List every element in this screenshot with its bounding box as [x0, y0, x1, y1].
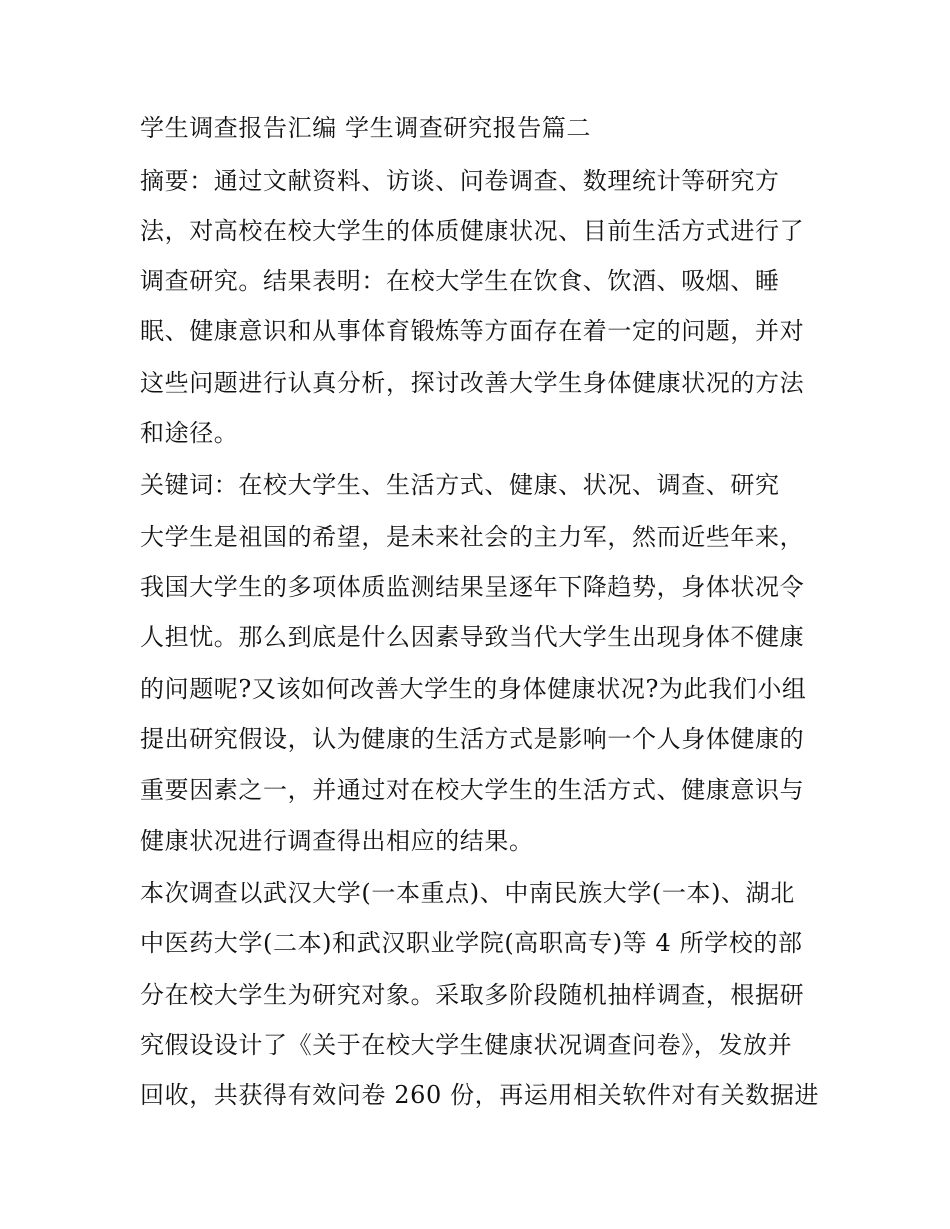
intro-line: 我国大学生的多项体质监测结果呈逐年下降趋势，身体状况令 [140, 573, 805, 601]
abstract-line: 这些问题进行认真分析，探讨改善大学生身体健康状况的方法 [140, 369, 805, 397]
keywords-line: 关键词：在校大学生、生活方式、健康、状况、调查、研究 [140, 471, 780, 499]
abstract-line: 摘要：通过文献资料、访谈、问卷调查、数理统计等研究方 [140, 167, 780, 195]
abstract-line: 和途径。 [140, 419, 239, 447]
abstract-line: 调查研究。结果表明：在校大学生在饮食、饮酒、吸烟、睡 [140, 267, 780, 295]
method-line: 回收，共获得有效问卷 260 份，再运用相关软件对有关数据进 [140, 1081, 820, 1109]
method-line: 中医药大学(二本)和武汉职业学院(高职高专)等 4 所学校的部 [140, 929, 803, 957]
method-line: 分在校大学生为研究对象。采取多阶段随机抽样调查，根据研 [140, 981, 805, 1009]
abstract-line: 眠、健康意识和从事体育锻炼等方面存在着一定的问题，并对 [140, 317, 805, 345]
document-title: 学生调查报告汇编 学生调查研究报告篇二 [140, 114, 592, 142]
intro-line: 的问题呢?又该如何改善大学生的身体健康状况?为此我们小组 [140, 675, 807, 703]
method-line: 究假设设计了《关于在校大学生健康状况调查问卷》，发放并 [140, 1031, 793, 1059]
intro-line: 人担忧。那么到底是什么因素导致当代大学生出现身体不健康 [140, 623, 805, 651]
intro-line: 重要因素之一，并通过对在校大学生的生活方式、健康意识与 [140, 776, 805, 804]
intro-line: 提出研究假设，认为健康的生活方式是影响一个人身体健康的 [140, 725, 805, 753]
intro-line: 大学生是祖国的希望，是未来社会的主力军，然而近些年来， [140, 523, 805, 551]
method-line: 本次调查以武汉大学(一本重点)、中南民族大学(一本)、湖北 [140, 879, 795, 907]
abstract-line: 法，对高校在校大学生的体质健康状况、目前生活方式进行了 [140, 217, 805, 245]
intro-line: 健康状况进行调查得出相应的结果。 [140, 827, 534, 855]
